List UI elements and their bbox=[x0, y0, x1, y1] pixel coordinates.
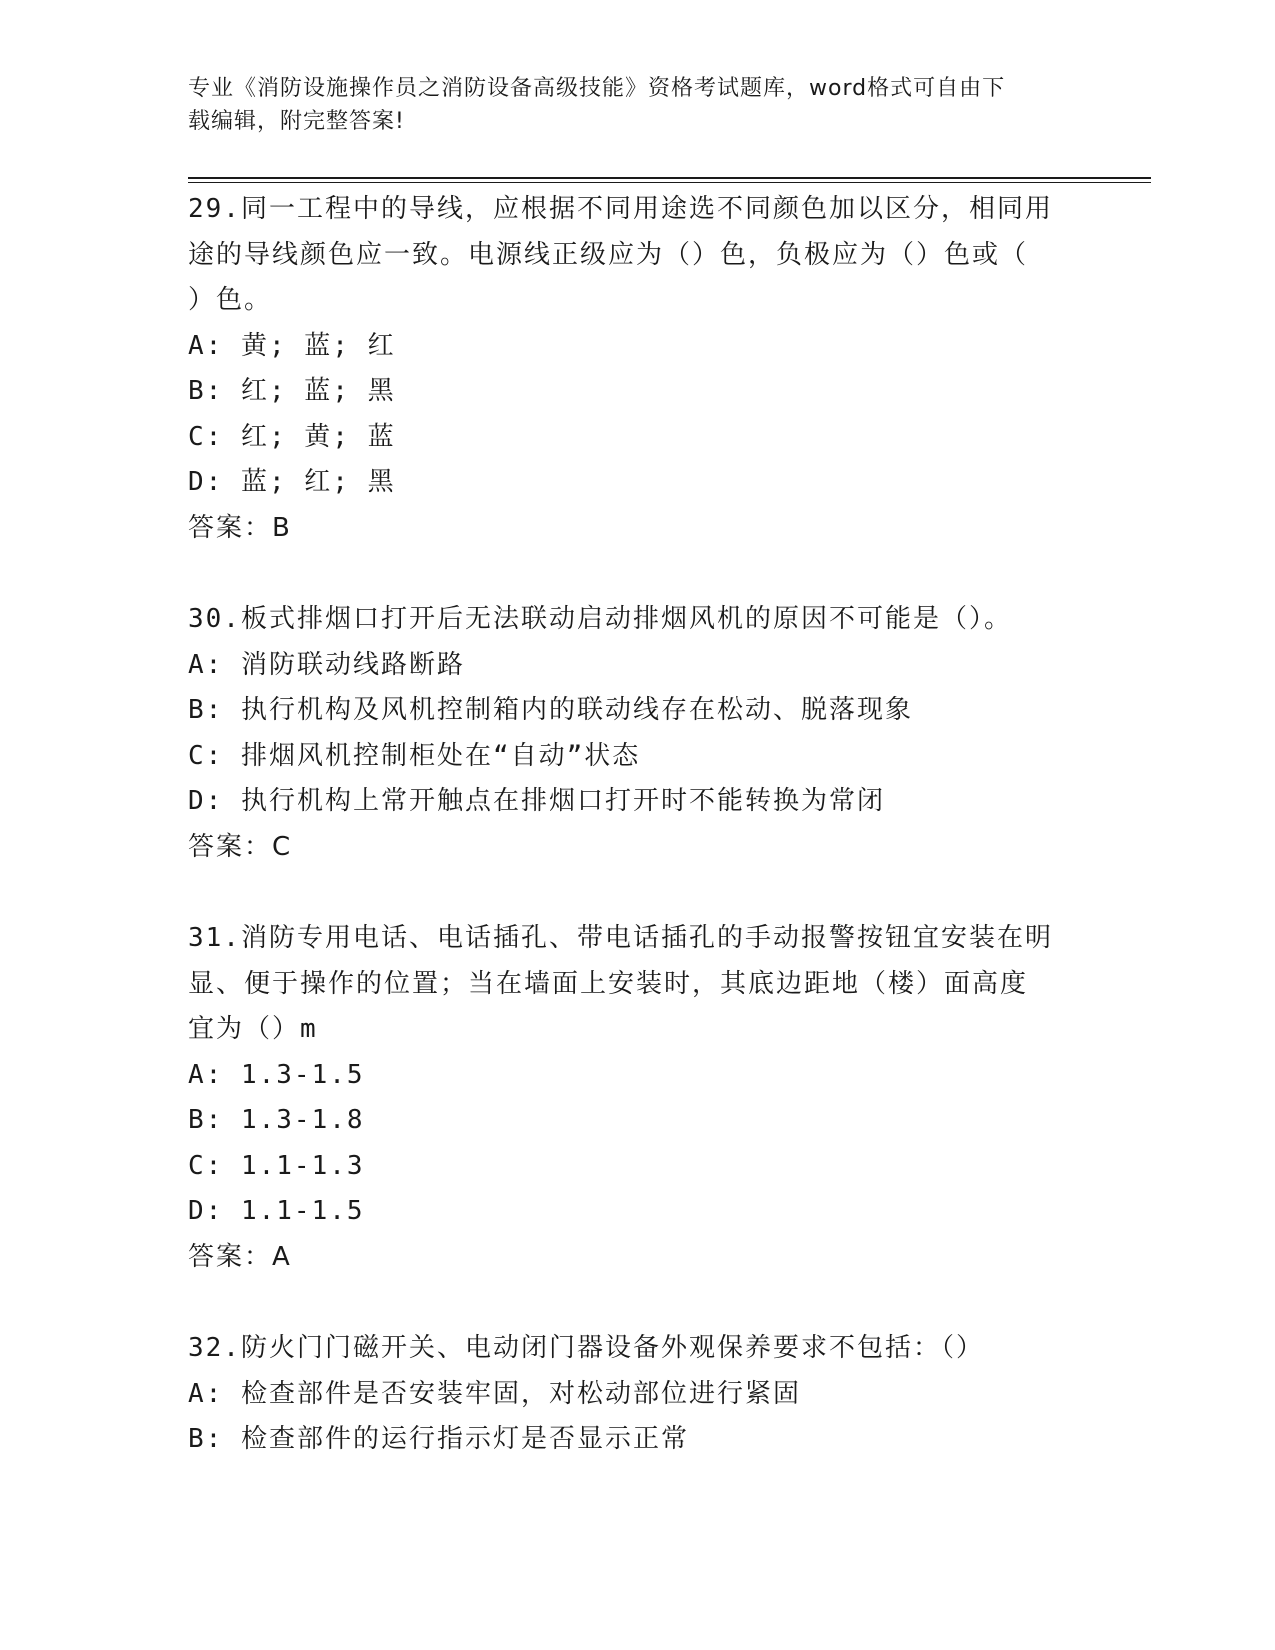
document-header bbox=[188, 72, 1068, 138]
answer-label: 答案： bbox=[188, 831, 273, 862]
option-a: A: 检查部件是否安装牢固，对松动部位进行紧固 bbox=[188, 1378, 801, 1409]
option-a: A: 消防联动线路断路 bbox=[188, 649, 465, 680]
question-stem-line: 31.消防专用电话、电话插孔、带电话插孔的手动报警按钮宜安装在明 bbox=[188, 923, 1053, 953]
question-30 bbox=[188, 597, 1088, 870]
header-line-2: 载编辑，附完整答案! bbox=[188, 109, 405, 134]
answer-line bbox=[188, 825, 1088, 871]
answer-line bbox=[188, 506, 1088, 552]
question-stem-line: 途的导线颜色应一致。电源线正级应为（）色，负极应为（）色或（ bbox=[188, 239, 1029, 270]
answer-line bbox=[188, 1235, 1088, 1281]
option-b: B: 红; 蓝; 黑 bbox=[188, 376, 396, 406]
question-stem-line: ）色。 bbox=[188, 285, 273, 315]
question-32 bbox=[188, 1326, 1088, 1463]
option-d: D: 1.1-1.5 bbox=[188, 1196, 365, 1226]
question-stem-line: 宜为（）m bbox=[188, 1014, 318, 1044]
option-b: B: 1.3-1.8 bbox=[188, 1105, 365, 1135]
header-rule-thin bbox=[188, 182, 1151, 183]
question-stem-line: 29.同一工程中的导线，应根据不同用途选不同颜色加以区分，相同用 bbox=[188, 194, 1053, 224]
header-rule-thick bbox=[188, 177, 1151, 179]
option-c: C: 红; 黄; 蓝 bbox=[188, 421, 396, 452]
option-b: B: 执行机构及风机控制箱内的联动线存在松动、脱落现象 bbox=[188, 695, 913, 725]
question-stem-line: 显、便于操作的位置；当在墙面上安装时，其底边距地（楼）面高度 bbox=[188, 968, 1029, 999]
answer-value: C bbox=[272, 831, 292, 862]
question-list bbox=[188, 187, 1088, 1509]
option-c: C: 1.1-1.3 bbox=[188, 1150, 365, 1181]
option-d: D: 执行机构上常开触点在排烟口打开时不能转换为常闭 bbox=[188, 786, 885, 816]
option-c: C: 排烟风机控制柜处在“自动”状态 bbox=[188, 740, 641, 771]
question-29 bbox=[188, 187, 1088, 551]
answer-label: 答案： bbox=[188, 512, 273, 543]
option-a: A: 黄; 蓝; 红 bbox=[188, 330, 396, 361]
answer-value: A bbox=[272, 1241, 291, 1272]
option-d: D: 蓝; 红; 黑 bbox=[188, 467, 396, 497]
answer-label: 答案： bbox=[188, 1241, 273, 1272]
question-stem-line: 32.防火门门磁开关、电动闭门器设备外观保养要求不包括：（） bbox=[188, 1333, 984, 1363]
question-stem-line: 30.板式排烟口打开后无法联动启动排烟风机的原因不可能是（）。 bbox=[188, 604, 1012, 634]
option-a: A: 1.3-1.5 bbox=[188, 1059, 365, 1090]
option-b: B: 检查部件的运行指示灯是否显示正常 bbox=[188, 1424, 689, 1454]
question-31 bbox=[188, 916, 1088, 1280]
answer-value: B bbox=[272, 512, 291, 543]
header-line-1: 专业《消防设施操作员之消防设备高级技能》资格考试题库，word格式可自由下 bbox=[188, 76, 1006, 101]
